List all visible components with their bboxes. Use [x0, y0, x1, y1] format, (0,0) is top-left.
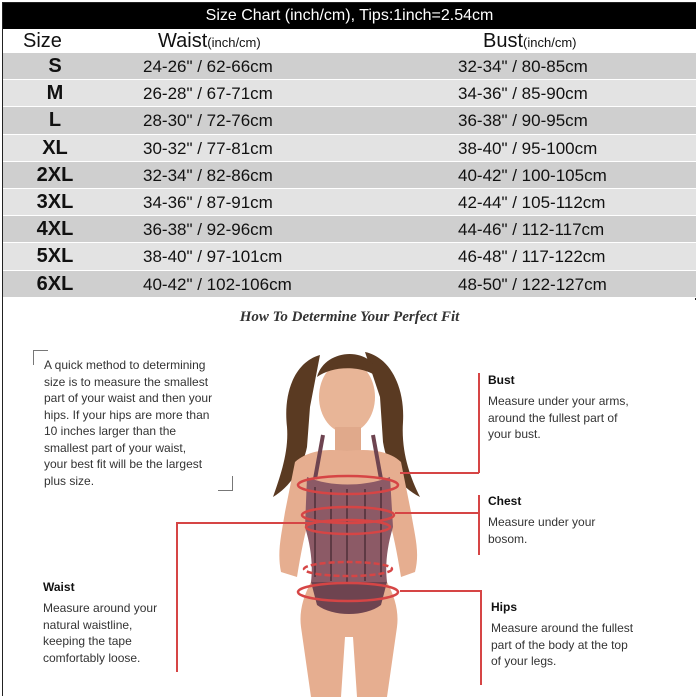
bust-cell: 40-42" / 100-105cm — [458, 165, 607, 185]
waist-cell: 30-32" / 77-81cm — [143, 138, 273, 158]
quick-method-line: hips. If your hips are more than — [44, 407, 210, 422]
header-bust-label: Bust — [483, 30, 524, 52]
header-size: Size — [23, 30, 62, 52]
bust-line: Measure under your arms, — [488, 394, 629, 408]
size-cell: 6XL — [36, 272, 74, 295]
waist-line: Measure around your — [43, 601, 158, 615]
waist-cell: 36-38" / 92-96cm — [143, 220, 273, 240]
bust-line: your bust. — [488, 427, 541, 441]
bust-pointer-line — [400, 472, 479, 474]
table-row — [3, 216, 696, 243]
waist-cell: 38-40" / 97-101cm — [143, 247, 283, 267]
waist-line: comfortably loose. — [43, 650, 141, 665]
waist-cell: 40-42" / 102-106cm — [143, 274, 292, 294]
bust-cell: 32-34" / 80-85cm — [458, 57, 588, 76]
bust-guide-line — [478, 373, 480, 473]
waist-line: natural waistline, — [43, 617, 133, 632]
size-cell: S — [48, 55, 62, 77]
chest-pointer-line — [395, 512, 479, 514]
bust-cell: 34-36" / 85-90cm — [458, 84, 588, 104]
bust-title: Bust — [488, 373, 515, 387]
bust-cell: 44-46" / 112-117cm — [458, 220, 605, 240]
quick-method-line: 10 inches larger than the — [44, 424, 177, 438]
waist-cell: 32-34" / 82-86cm — [143, 165, 273, 185]
header-bust — [483, 29, 576, 55]
quick-method-line: part of your waist and then your — [44, 391, 213, 405]
quick-method-line: smallest part of your waist, — [44, 440, 187, 455]
hips-line: part of the body at the top — [491, 637, 628, 652]
hips-line: Measure around the fullest — [491, 621, 634, 635]
chest-line: bosom. — [488, 531, 528, 546]
waist-cell: 34-36" / 87-91cm — [143, 192, 273, 212]
size-cell: XL — [42, 136, 68, 159]
waist-guide-line — [176, 522, 178, 672]
size-cell: 2XL — [36, 163, 74, 186]
table-row — [3, 107, 696, 134]
size-cell: 3XL — [36, 190, 74, 213]
bust-cell: 36-38" / 90-95cm — [458, 111, 588, 131]
bust-line: around the fullest part of — [488, 410, 618, 425]
waist-cell: 28-30" / 72-76cm — [143, 111, 273, 131]
fit-guide-title: How To Determine Your Perfect Fit — [3, 300, 696, 334]
table-row — [3, 162, 696, 189]
quick-method-line: A quick method to determining — [44, 358, 206, 372]
table-header — [3, 29, 696, 53]
header-bust-unit: (inch/cm) — [523, 35, 577, 50]
hips-pointer-line — [400, 590, 481, 592]
quick-method-text — [44, 357, 244, 489]
bust-cell: 38-40" / 95-100cm — [458, 138, 598, 158]
bust-description — [488, 393, 629, 443]
chest-title: Chest — [488, 494, 522, 508]
waist-cell: 24-26" / 62-66cm — [143, 57, 273, 76]
chest-line: Measure under your — [488, 515, 596, 529]
size-chart-title: Size Chart (inch/cm), Tips:1inch=2.54cm — [3, 3, 696, 29]
bust-cell: 48-50" / 122-127cm — [458, 274, 607, 294]
header-waist-label: Waist — [158, 30, 208, 52]
bust-cell: 46-48" / 117-122cm — [458, 247, 606, 267]
waist-cell: 26-28" / 67-71cm — [143, 84, 273, 104]
quick-method-line: your best fit will be the largest — [44, 457, 203, 471]
table-row — [3, 243, 696, 270]
quick-method-line: plus size. — [44, 473, 95, 488]
header-waist — [158, 29, 261, 55]
bust-cell: 42-44" / 105-112cm — [458, 192, 606, 212]
hips-guide-line — [480, 590, 482, 685]
waist-line: keeping the tape — [43, 634, 132, 648]
waist-description — [43, 600, 157, 666]
table-row — [3, 53, 696, 80]
table-row — [3, 80, 696, 107]
size-table — [3, 53, 696, 298]
size-cell: L — [48, 109, 62, 132]
table-row — [3, 135, 696, 162]
size-cell: M — [46, 82, 64, 105]
quick-method-line: size is to measure the smallest — [44, 374, 209, 389]
header-waist-unit: (inch/cm) — [207, 35, 261, 50]
hips-description — [491, 620, 633, 670]
chest-description — [488, 514, 595, 547]
hips-title: Hips — [491, 600, 518, 614]
table-row — [3, 271, 696, 298]
table-row — [3, 189, 696, 216]
waist-pointer-line — [176, 522, 316, 524]
chest-guide-line — [478, 495, 480, 555]
size-cell: 4XL — [36, 218, 74, 241]
hips-line: of your legs. — [491, 654, 557, 668]
size-cell: 5XL — [36, 245, 74, 268]
waist-title: Waist — [43, 580, 75, 594]
model-figure-illustration — [215, 337, 485, 697]
